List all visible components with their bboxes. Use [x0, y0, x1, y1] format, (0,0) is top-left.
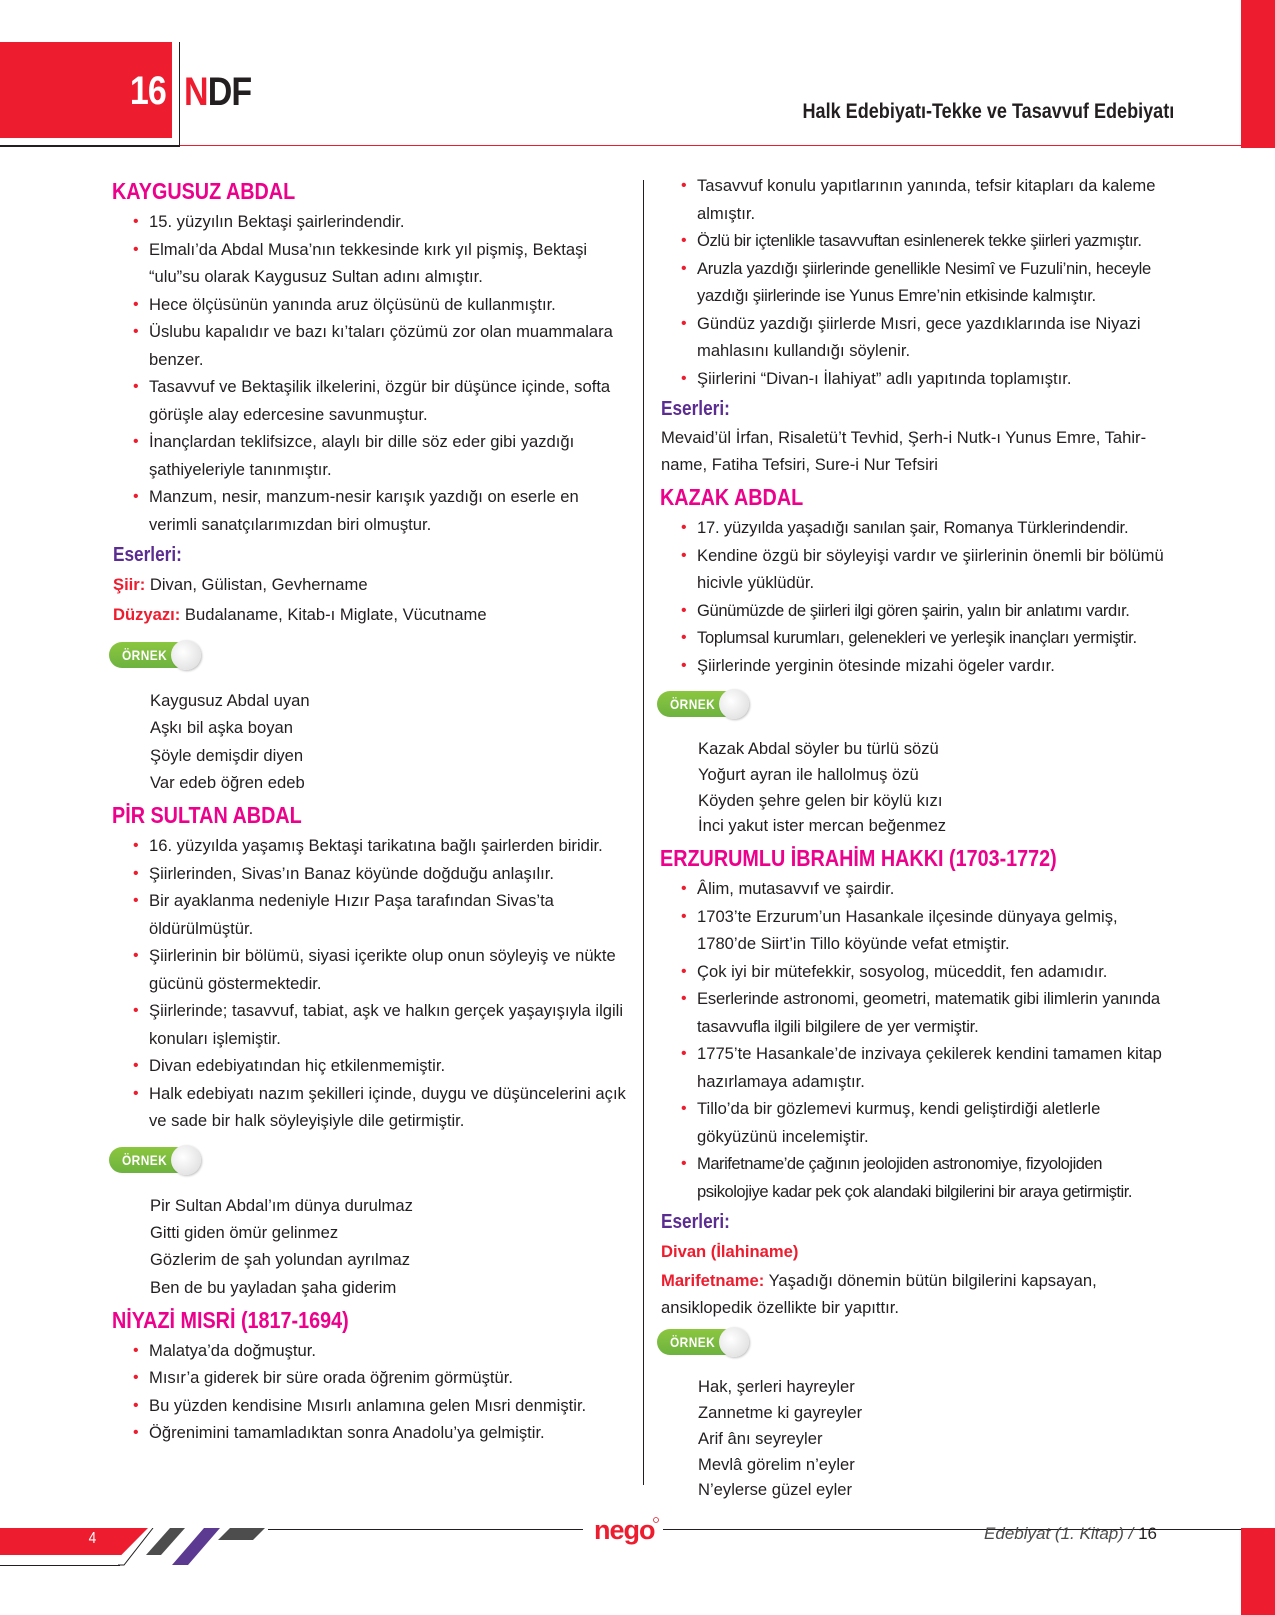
poem-line: Var edeb öğren edeb — [150, 772, 305, 792]
right-column — [661, 172, 1175, 1507]
list-item: • Çok iyi bir mütefekkir, sosyolog, müceddit, fen adamıdır. — [677, 958, 1175, 986]
header-right-red-tab — [1241, 0, 1275, 148]
section-niyazi-misri — [113, 1305, 628, 1447]
poem-line: Mevlâ görelim n’eyler — [698, 1454, 855, 1474]
toggle-knob-icon — [171, 1145, 201, 1175]
footer-stripes-decoration — [118, 1528, 278, 1568]
list-item: • Eserlerinde astronomi, geometri, matematik gibi ilimlerin yanında tasavvufla ilgili bilgilere de yer vermiştir. — [677, 985, 1175, 1040]
footer-rule — [0, 1565, 120, 1566]
works-divan — [661, 1237, 1175, 1267]
works-label: Düzyazı: — [113, 605, 181, 624]
brand-letters-df: DF — [207, 70, 252, 114]
list-item: • 16. yüzyılda yaşamış Bektaşi tarikatına bağlı şairlerden biridir. — [129, 832, 628, 860]
footer-stripe-dark — [146, 1528, 185, 1555]
works-text: Mevaid’ül İrfan, Risaletü’t Tevhid, Şerh-i Nutk-ı Yunus Emre, Tahir-name, Fatiha Tefsiri, Sure-i Nur Tefsiri — [661, 428, 1147, 474]
works-poetry — [113, 570, 628, 600]
poem-line: Kazak Abdal söyler bu türlü sözü — [698, 739, 939, 758]
list-item: • Manzum, nesir, manzum-nesir karışık yazdığı on eserle en verimli sanatçılarımızdan biri olmuştur. — [129, 483, 628, 538]
header-divider — [179, 42, 180, 147]
footer-stripe-dark — [218, 1528, 265, 1540]
footer-right-red-tab — [1241, 1528, 1275, 1615]
poem-line: Yoğurt ayran ile hallolmuş özü — [698, 764, 919, 784]
footer-separator: / — [1123, 1524, 1139, 1543]
bullet-list — [129, 832, 628, 1135]
brand-logo — [184, 70, 251, 115]
list-item: • Marifetname’de çağının jeolojiden astronomiye, fizyolojiden psikolojiye kadar pek çok alandaki bilgilerini bir araya getirmiştir. — [677, 1150, 1175, 1205]
footer-book-page: 16 — [1138, 1524, 1157, 1543]
bullet-list — [677, 172, 1175, 392]
toggle-knob-icon — [719, 1327, 749, 1357]
list-item: • 1775’te Hasankale’de inzivaya çekilerek kendini tamamen kitap hazırlamaya adamıştır. — [677, 1040, 1175, 1095]
list-item: • Aruzla yazdığı şiirlerinde genellikle Nesimî ve Fuzuli’nin, heceyle yazdığı şiirlerinde ise Yunus Emre’nin etkisinde kalmıştır. — [677, 255, 1175, 310]
footer-book-title: Edebiyat (1. Kitap) — [984, 1524, 1124, 1543]
section-heading: ERZURUMLU İBRAHİM HAKKI (1703-1772) — [660, 845, 1057, 872]
works-prose — [113, 600, 628, 630]
poem-line: Köyden şehre gelen bir köylü kızı — [698, 790, 943, 810]
poem-line: Pir Sultan Abdal’ım dünya durulmaz — [150, 1195, 413, 1215]
list-item: • Günümüzde de şiirleri ilgi gören şairin, yalın bir anlatımı vardır. — [677, 597, 1175, 625]
section-heading: KAZAK ABDAL — [660, 484, 804, 510]
ornek-badge — [657, 689, 749, 719]
poem-line: Gitti giden ömür gelinmez — [150, 1222, 339, 1242]
toggle-knob-icon — [719, 689, 749, 719]
list-item: • 1703’te Erzurum’un Hasankale ilçesinde dünyaya gelmiş, 1780’de Siirt’in Tillo köyünde vefat etmiştir. — [677, 903, 1175, 958]
ornek-badge — [657, 1327, 749, 1357]
footer-rule — [268, 1529, 583, 1530]
list-item: • Tillo’da bir gözlemevi kurmuş, kendi geliştirdiği aletlerle gökyüzünü incelemiştir. — [677, 1095, 1175, 1150]
list-item: • Şiirlerinin bir bölümü, siyasi içerikte olup onun söyleyiş ve nükte gücünü göstermektedir. — [129, 942, 628, 997]
ornek-label: ÖRNEK — [122, 1151, 168, 1168]
poem-example — [698, 736, 1175, 839]
poem-line: Ben de bu yayladan şaha giderim — [150, 1277, 397, 1297]
list-item: • İnançlardan teklifsizce, alaylı bir dille söz eder gibi yazdığı şathiyeleriyle tanınmıştır. — [129, 428, 628, 483]
section-kazak-abdal — [661, 482, 1175, 839]
section-heading: NİYAZİ MISRİ (1817-1694) — [112, 1306, 349, 1333]
list-item: • 15. yüzyılın Bektaşi şairlerindendir. — [129, 208, 628, 236]
poem-example — [698, 1374, 1175, 1503]
poem-line: Arif ânı seyreyler — [698, 1428, 823, 1448]
list-item: • Şiirlerinde; tasavvuf, tabiat, aşk ve halkın gerçek yaşayışıyla ilgili konuları işlemiştir. — [129, 997, 628, 1052]
list-item: • 17. yüzyılda yaşadığı sanılan şair, Romanya Türklerindendir. — [677, 514, 1175, 542]
list-item: • Şiirlerinden, Sivas’ın Banaz köyünde doğduğu anlaşılır. — [129, 860, 628, 888]
poem-line: Zannetme ki gayreyler — [698, 1402, 863, 1422]
list-item: • Şiirlerini “Divan-ı İlahiyat” adlı yapıtında toplamıştır. — [677, 365, 1175, 393]
footer-book-info — [984, 1524, 1157, 1544]
header-rule-black — [0, 145, 180, 147]
bullet-list — [677, 875, 1175, 1205]
list-item: • Toplumsal kurumları, gelenekleri ve yerleşik inançları yermiştir. — [677, 624, 1175, 652]
section-kaygusuz-abdal — [113, 176, 628, 796]
brand-letter-n: N — [184, 70, 208, 114]
list-item: • Hece ölçüsünün yanında aruz ölçüsünü de kullanmıştır. — [129, 291, 628, 319]
ornek-label: ÖRNEK — [670, 1334, 716, 1351]
section-erzurumlu-ibrahim-hakki — [661, 843, 1175, 1503]
list-item: • Divan edebiyatından hiç etkilenmemiştir. — [129, 1052, 628, 1080]
ornek-label: ÖRNEK — [670, 696, 716, 712]
poem-line: N’eylerse güzel eyler — [698, 1480, 853, 1500]
list-item: • Gündüz yazdığı şiirlerde Mısri, gece yazdıklarında ise Niyazi mahlasını kullandığı söylenir. — [677, 310, 1175, 365]
works-label: Divan (İlahiname) — [661, 1242, 799, 1262]
footer-page-number: 4 — [88, 1530, 97, 1547]
ornek-label: ÖRNEK — [122, 647, 168, 663]
list-item: • Halk edebiyatı nazım şekilleri içinde, duygu ve düşüncelerini açık ve sade bir halk söyleyişiyle dile getirmiştir. — [129, 1080, 628, 1135]
footer-thin-slash — [118, 1528, 153, 1565]
works-text: Divan, Gülistan, Gevhername — [145, 575, 368, 594]
section-heading: PİR SULTAN ABDAL — [112, 802, 302, 829]
ornek-badge — [109, 1145, 201, 1175]
list-item: • Kendine özgü bir söyleyişi vardır ve şiirlerinin önemli bir bölümü hicivle yüklüdür. — [677, 542, 1175, 597]
poem-example — [150, 1192, 628, 1301]
section-pir-sultan-abdal — [113, 800, 628, 1301]
eserleri-heading: Eserleri: — [661, 398, 730, 420]
section-heading: KAYGUSUZ ABDAL — [112, 178, 296, 204]
poem-line: Gözlerim de şah yolundan ayrılmaz — [150, 1250, 411, 1270]
list-item: • Âlim, mutasavvıf ve şairdir. — [677, 875, 1175, 903]
list-item: • Elmalı’da Abdal Musa’nın tekkesinde kırk yıl pişmiş, Bektaşi “ulu”su olarak Kaygusuz Sultan adını almıştır. — [129, 236, 628, 291]
list-item: • Bir ayaklanma nedeniyle Hızır Paşa tarafından Sivas’ta öldürülmüştür. — [129, 887, 628, 942]
column-divider — [643, 180, 644, 1485]
works-label: Marifetname: — [661, 1271, 765, 1291]
list-item: • Öğrenimini tamamladıktan sonra Anadolu’ya gelmiştir. — [129, 1419, 628, 1447]
unit-number: 16 — [129, 68, 166, 113]
header-rule-red — [180, 145, 1275, 146]
eserleri-heading: Eserleri: — [113, 544, 182, 566]
list-item: • Mısır’a giderek bir süre orada öğrenim görmüştür. — [129, 1364, 628, 1392]
list-item: • Bu yüzden kendisine Mısırlı anlamına gelen Mısri denmiştir. — [129, 1392, 628, 1420]
poem-line: Aşkı bil aşka boyan — [150, 718, 293, 738]
poem-line: Hak, şerleri hayreyler — [698, 1377, 855, 1397]
list-item: • Tasavvuf ve Bektaşilik ilkelerini, özgür bir düşünce içinde, softa görüşle alay edercesine savunmuştur. — [129, 373, 628, 428]
works-label: Şiir: — [113, 575, 146, 594]
ornek-badge — [109, 640, 201, 670]
works-text: Yaşadığı dönemin bütün bilgilerini kapsayan, ansiklopedik özellikte bir yapıttır. — [661, 1271, 1097, 1318]
works-text: Budalaname, Kitab-ı Miglate, Vücutname — [180, 605, 487, 624]
nego-logo-icon — [590, 1509, 660, 1549]
list-item: • Özlü bir içtenlikle tasavvuftan esinlenerek tekke şiirleri yazmıştır. — [677, 227, 1175, 255]
nego-logo-text: nego — [594, 1515, 655, 1545]
section-niyazi-misri-continued — [661, 172, 1175, 478]
page-title: Halk Edebiyatı-Tekke ve Tasavvuf Edebiyatı — [802, 100, 1174, 123]
list-item: • Malatya’da doğmuştur. — [129, 1337, 628, 1365]
list-item: • Şiirlerinde yerginin ötesinde mizahi ögeler vardır. — [677, 652, 1175, 680]
poem-line: Şöyle demişdir diyen — [150, 745, 304, 765]
list-item: • Tasavvuf konulu yapıtlarının yanında, tefsir kitapları da kaleme almıştır. — [677, 172, 1175, 227]
bullet-list — [677, 514, 1175, 679]
poem-line: Kaygusuz Abdal uyan — [150, 691, 310, 710]
footer-rule — [663, 1529, 1275, 1530]
poem-example — [150, 687, 628, 796]
bullet-list — [129, 1337, 628, 1447]
works-marifetname — [661, 1267, 1175, 1321]
left-column — [113, 172, 628, 1447]
toggle-knob-icon — [171, 640, 201, 670]
eserleri-heading: Eserleri: — [661, 1211, 730, 1234]
list-item: • Üslubu kapalıdır ve bazı kı’taları çözümü zor olan muammalara benzer. — [129, 318, 628, 373]
bullet-list — [129, 208, 628, 538]
poem-line: İnci yakut ister mercan beğenmez — [698, 816, 947, 836]
